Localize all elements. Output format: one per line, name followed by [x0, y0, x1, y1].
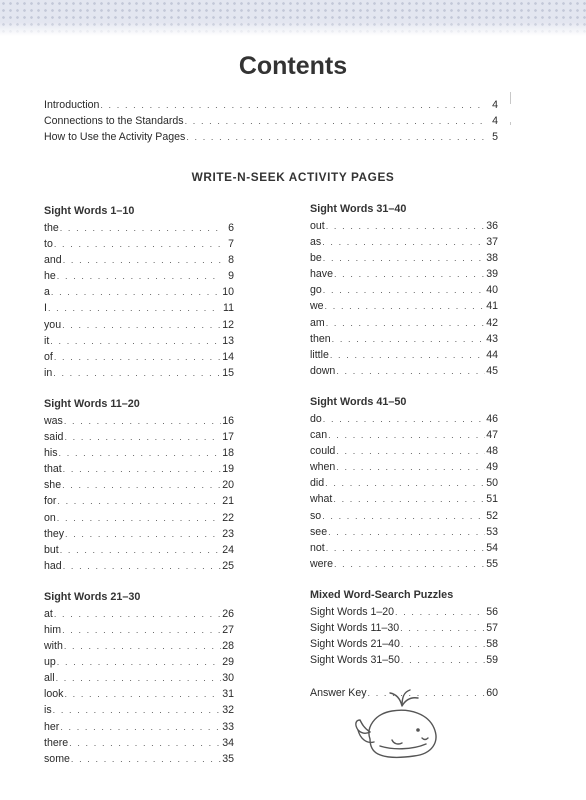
toc-entry[interactable]	[310, 636, 498, 652]
toc-entry-label: be	[310, 252, 322, 265]
toc-entry[interactable]	[44, 542, 234, 558]
toc-group	[44, 203, 234, 381]
toc-entry-page: 54	[486, 541, 498, 554]
toc-entry-label: that	[44, 463, 62, 476]
toc-entry-how-to-use[interactable]	[44, 129, 498, 145]
toc-entry[interactable]	[44, 510, 234, 526]
page-title: Contents	[238, 52, 348, 80]
toc-entry-page: 29	[222, 656, 234, 669]
toc-entry-label: some	[44, 752, 70, 765]
leader-dots	[334, 556, 485, 572]
toc-entry-label: have	[310, 268, 333, 281]
toc-entry-page: 9	[228, 270, 234, 283]
toc-entry[interactable]	[310, 475, 498, 491]
toc-entry-page: 28	[222, 640, 234, 653]
toc-entry[interactable]	[44, 252, 234, 268]
toc-entry[interactable]	[310, 620, 498, 636]
toc-entry-label: Sight Words 21–40	[310, 638, 400, 651]
toc-entry-label: a	[44, 286, 50, 299]
toc-entry-label: could	[310, 445, 336, 458]
toc-entry-page: 14	[222, 350, 234, 363]
leader-dots	[60, 542, 221, 558]
toc-entry-page: 15	[222, 366, 234, 379]
toc-entry-page: 11	[223, 302, 234, 315]
leader-dots	[395, 604, 485, 620]
toc-entry-label: it	[44, 334, 50, 347]
toc-entry-label: the	[44, 222, 59, 234]
toc-entry-label: was	[44, 414, 63, 427]
toc-entry-label: were	[310, 557, 333, 570]
leader-dots	[60, 220, 221, 236]
toc-entry[interactable]	[44, 751, 234, 767]
toc-entry-label: did	[310, 477, 325, 490]
toc-entry[interactable]	[44, 493, 234, 509]
leader-dots	[51, 284, 221, 300]
leader-dots	[57, 654, 221, 670]
toc-entry-page: 19	[222, 463, 234, 476]
toc-entry[interactable]	[44, 333, 234, 349]
toc-entry[interactable]	[310, 556, 498, 572]
toc-entry[interactable]	[44, 317, 234, 333]
leader-dots	[325, 475, 485, 491]
toc-entry-label: on	[44, 511, 56, 524]
leader-dots	[401, 636, 485, 652]
toc-entry-page: 22	[222, 511, 234, 524]
toc-entry-page: 38	[486, 252, 498, 265]
toc-entry-page: 25	[222, 559, 234, 572]
toc-entry-page: 57	[486, 621, 498, 634]
toc-entry-label: his	[44, 447, 58, 460]
toc-entry-label: out	[310, 220, 325, 232]
toc-entry-page: 59	[486, 654, 498, 667]
leader-dots	[53, 365, 221, 381]
leader-dots	[71, 751, 221, 767]
toc-entry[interactable]	[310, 218, 498, 234]
leader-dots	[54, 606, 221, 622]
toc-entry-label: her	[44, 720, 60, 733]
toc-entry-page: 60	[486, 687, 498, 700]
toc-entry-label: see	[310, 525, 328, 538]
toc-entry-page: 43	[486, 332, 498, 345]
toc-entry-page: 8	[228, 254, 234, 267]
toc-entry[interactable]	[310, 331, 498, 347]
toc-entry[interactable]	[44, 365, 234, 381]
toc-entry[interactable]	[310, 427, 498, 443]
leader-dots	[322, 234, 485, 250]
leader-dots	[328, 524, 485, 540]
leader-dots	[100, 97, 485, 113]
toc-entry[interactable]	[44, 702, 234, 718]
toc-entry-page: 27	[222, 623, 234, 636]
toc-entry-page: 52	[486, 509, 498, 522]
leader-dots	[332, 331, 485, 347]
toc-entry-label: Sight Words 1–20	[310, 605, 395, 618]
toc-column-left	[44, 203, 234, 782]
leader-dots	[57, 268, 221, 284]
toc-entry-label: for	[44, 495, 57, 508]
toc-entry-page: 18	[222, 447, 234, 460]
toc-entry-label: little	[310, 348, 329, 361]
toc-entry[interactable]	[310, 524, 498, 540]
toc-group	[44, 396, 234, 574]
toc-entry-label: at	[44, 607, 53, 620]
leader-dots	[336, 443, 485, 459]
toc-entry-label: when	[310, 461, 336, 474]
leader-dots	[57, 510, 221, 526]
toc-entry-page: 49	[486, 461, 498, 474]
leader-dots	[48, 300, 221, 316]
top-pattern-band	[0, 0, 586, 36]
toc-entry-label: they	[44, 527, 65, 540]
toc-entry-page: 37	[486, 236, 498, 249]
toc-entry[interactable]	[44, 268, 234, 284]
toc-entry-label: him	[44, 623, 62, 636]
leader-dots	[336, 459, 485, 475]
toc-entry-page: 55	[486, 557, 498, 570]
leader-dots	[334, 266, 485, 282]
toc-entry-page: 6	[228, 222, 234, 234]
leader-dots	[323, 411, 485, 427]
spacer	[310, 668, 498, 685]
toc-entry[interactable]	[44, 622, 234, 638]
toc-entry-page: 53	[486, 525, 498, 538]
toc-entry[interactable]	[44, 654, 234, 670]
toc-entry[interactable]	[310, 652, 498, 668]
toc-entry-page: 10	[222, 286, 234, 299]
leader-dots	[50, 333, 221, 349]
toc-entry[interactable]	[44, 670, 234, 686]
toc-entry[interactable]	[310, 234, 498, 250]
toc-entry[interactable]	[44, 236, 234, 252]
toc-entry-label: and	[44, 254, 62, 267]
toc-entry[interactable]	[44, 461, 234, 477]
leader-dots	[63, 558, 221, 574]
toc-entry[interactable]	[44, 526, 234, 542]
toc-entry-label: so	[310, 509, 322, 522]
leader-dots	[64, 638, 221, 654]
toc-entry-page: 47	[486, 429, 498, 442]
toc-entry-page: 58	[486, 638, 498, 651]
toc-entry-label: said	[44, 431, 64, 444]
toc-entry[interactable]	[44, 284, 234, 300]
leader-dots	[323, 282, 485, 298]
toc-entry-page: 40	[486, 284, 498, 297]
toc-entry[interactable]	[44, 735, 234, 751]
leader-dots	[326, 218, 485, 234]
toc-entry-standards[interactable]	[44, 113, 498, 129]
leader-dots	[185, 113, 485, 129]
toc-entry-label: Introduction	[44, 99, 100, 111]
intro-list	[44, 97, 498, 145]
toc-entry[interactable]	[44, 606, 234, 622]
leader-dots	[323, 250, 485, 266]
leader-dots	[69, 735, 221, 751]
toc-entry-label: How to Use the Activity Pages	[44, 131, 186, 144]
leader-dots	[333, 491, 485, 507]
toc-entry-label: what	[310, 493, 333, 506]
toc-entry[interactable]	[310, 363, 498, 379]
leader-dots	[56, 670, 221, 686]
toc-entry[interactable]	[44, 638, 234, 654]
toc-entry-label: as	[310, 236, 322, 249]
toc-group-title: Sight Words 1–10	[44, 205, 135, 217]
leader-dots	[62, 477, 221, 493]
toc-group	[44, 589, 234, 767]
toc-entry-page: 46	[486, 412, 498, 425]
toc-entry-label: Sight Words 31–50	[310, 654, 400, 667]
leader-dots	[325, 298, 485, 314]
toc-group-title: Sight Words 21–30	[44, 590, 141, 603]
toc-entry-label: but	[44, 543, 59, 556]
toc-group-title: Sight Words 31–40	[310, 203, 407, 215]
leader-dots	[63, 461, 221, 477]
toc-entry-label: look	[44, 688, 64, 701]
toc-entry-page: 16	[222, 414, 234, 427]
toc-entry-page: 26	[222, 607, 234, 620]
toc-entry[interactable]	[44, 413, 234, 429]
toc-entry[interactable]	[44, 719, 234, 735]
leader-dots	[54, 236, 221, 252]
toc-entry-label: up	[44, 656, 56, 669]
toc-entry-page: 56	[486, 605, 498, 618]
toc-entry-label: is	[44, 704, 52, 717]
leader-dots	[57, 493, 221, 509]
toc-entry-label: Sight Words 11–30	[310, 621, 400, 634]
toc-entry-page: 50	[486, 477, 498, 490]
margin-mark	[510, 92, 511, 104]
toc-entry-page: 42	[486, 316, 498, 329]
toc-entry-page: 31	[222, 688, 234, 701]
leader-dots	[64, 429, 221, 445]
leader-dots	[186, 129, 485, 145]
toc-entry[interactable]	[310, 282, 498, 298]
toc-entry[interactable]	[44, 300, 234, 316]
toc-entry-label: go	[310, 284, 322, 297]
toc-entry-label: we	[310, 300, 324, 313]
leader-dots	[60, 719, 221, 735]
toc-entry-page: 4	[492, 99, 498, 111]
toc-entry[interactable]	[310, 540, 498, 556]
toc-entry-page: 7	[228, 238, 234, 251]
toc-entry-label: he	[44, 270, 56, 283]
toc-entry[interactable]	[310, 298, 498, 314]
toc-entry-label: Connections to the Standards	[44, 115, 184, 128]
toc-column-right	[310, 201, 498, 701]
toc-entry-page: 36	[486, 220, 498, 232]
toc-entry-label: all	[44, 672, 55, 685]
toc-entry[interactable]	[310, 411, 498, 427]
toc-entry[interactable]	[310, 491, 498, 507]
toc-group-title: Mixed Word-Search Puzzles	[310, 588, 454, 601]
whale-icon	[352, 684, 452, 764]
toc-group-title: Sight Words 11–20	[44, 397, 140, 410]
toc-entry-label: had	[44, 559, 62, 572]
toc-entry-label: to	[44, 238, 53, 251]
toc-entry-label: not	[310, 541, 325, 554]
toc-entry-page: 35	[222, 752, 234, 765]
toc-group	[310, 394, 498, 572]
section-heading: WRITE-N-SEEK ACTIVITY PAGES	[191, 170, 395, 184]
toc-entry-page: 23	[222, 527, 234, 540]
toc-group	[310, 587, 498, 668]
leader-dots	[401, 652, 485, 668]
toc-entry-page: 32	[222, 704, 234, 717]
toc-entry[interactable]	[310, 315, 498, 331]
leader-dots	[62, 317, 221, 333]
toc-group-title: Sight Words 41–50	[310, 395, 407, 408]
toc-entry-label: can	[310, 429, 328, 442]
toc-entry[interactable]	[44, 220, 234, 236]
toc-entry-label: then	[310, 332, 331, 345]
toc-entry-page: 39	[486, 268, 498, 281]
leader-dots	[326, 540, 485, 556]
toc-entry[interactable]	[44, 445, 234, 461]
toc-entry-page: 20	[222, 479, 234, 492]
toc-entry-page: 4	[492, 115, 498, 128]
toc-entry[interactable]	[310, 250, 498, 266]
margin-mark	[510, 122, 511, 125]
toc-entry-page: 51	[486, 493, 498, 506]
toc-entry-introduction[interactable]	[44, 97, 498, 113]
toc-entry[interactable]	[310, 508, 498, 524]
leader-dots	[62, 622, 221, 638]
toc-entry[interactable]	[44, 349, 234, 365]
leader-dots	[336, 363, 485, 379]
toc-entry-label: Answer Key	[310, 687, 367, 700]
leader-dots	[59, 445, 221, 461]
toc-entry-label: am	[310, 316, 325, 329]
leader-dots	[322, 508, 485, 524]
toc-entry-page: 12	[222, 318, 234, 331]
toc-entry-label: I	[44, 302, 47, 315]
toc-entry-label: do	[310, 412, 322, 425]
leader-dots	[53, 702, 221, 718]
toc-entry-page: 30	[222, 672, 234, 685]
toc-entry[interactable]	[310, 443, 498, 459]
toc-entry-page: 33	[222, 720, 234, 733]
toc-entry[interactable]	[310, 266, 498, 282]
toc-entry-label: down	[310, 364, 336, 377]
toc-entry-page: 21	[222, 495, 234, 508]
toc-entry[interactable]	[310, 459, 498, 475]
toc-entry[interactable]	[44, 558, 234, 574]
toc-entry-page: 44	[486, 348, 498, 361]
toc-entry[interactable]	[44, 686, 234, 702]
toc-entry[interactable]	[44, 477, 234, 493]
leader-dots	[63, 252, 221, 268]
leader-dots	[65, 526, 221, 542]
toc-entry-page: 34	[222, 736, 234, 749]
toc-entry-label: you	[44, 318, 62, 331]
toc-entry-label: in	[44, 366, 53, 379]
toc-entry-label: there	[44, 736, 69, 749]
leader-dots	[54, 349, 221, 365]
toc-entry-label: of	[44, 350, 53, 363]
toc-entry-label: she	[44, 479, 62, 492]
toc-entry[interactable]	[310, 347, 498, 363]
toc-entry-label: with	[44, 640, 63, 653]
toc-entry-page: 5	[492, 131, 498, 144]
toc-entry[interactable]	[44, 429, 234, 445]
toc-entry-page: 13	[222, 334, 234, 347]
leader-dots	[330, 347, 485, 363]
leader-dots	[64, 686, 221, 702]
toc-entry-page: 45	[486, 364, 498, 377]
toc-entry-page: 24	[222, 543, 234, 556]
toc-entry[interactable]	[310, 604, 498, 620]
leader-dots	[326, 315, 485, 331]
toc-entry-page: 48	[486, 445, 498, 458]
leader-dots	[64, 413, 221, 429]
toc-entry-page: 41	[486, 300, 498, 313]
leader-dots	[400, 620, 485, 636]
toc-entry-page: 17	[222, 431, 234, 444]
toc-group	[310, 201, 498, 379]
leader-dots	[328, 427, 485, 443]
